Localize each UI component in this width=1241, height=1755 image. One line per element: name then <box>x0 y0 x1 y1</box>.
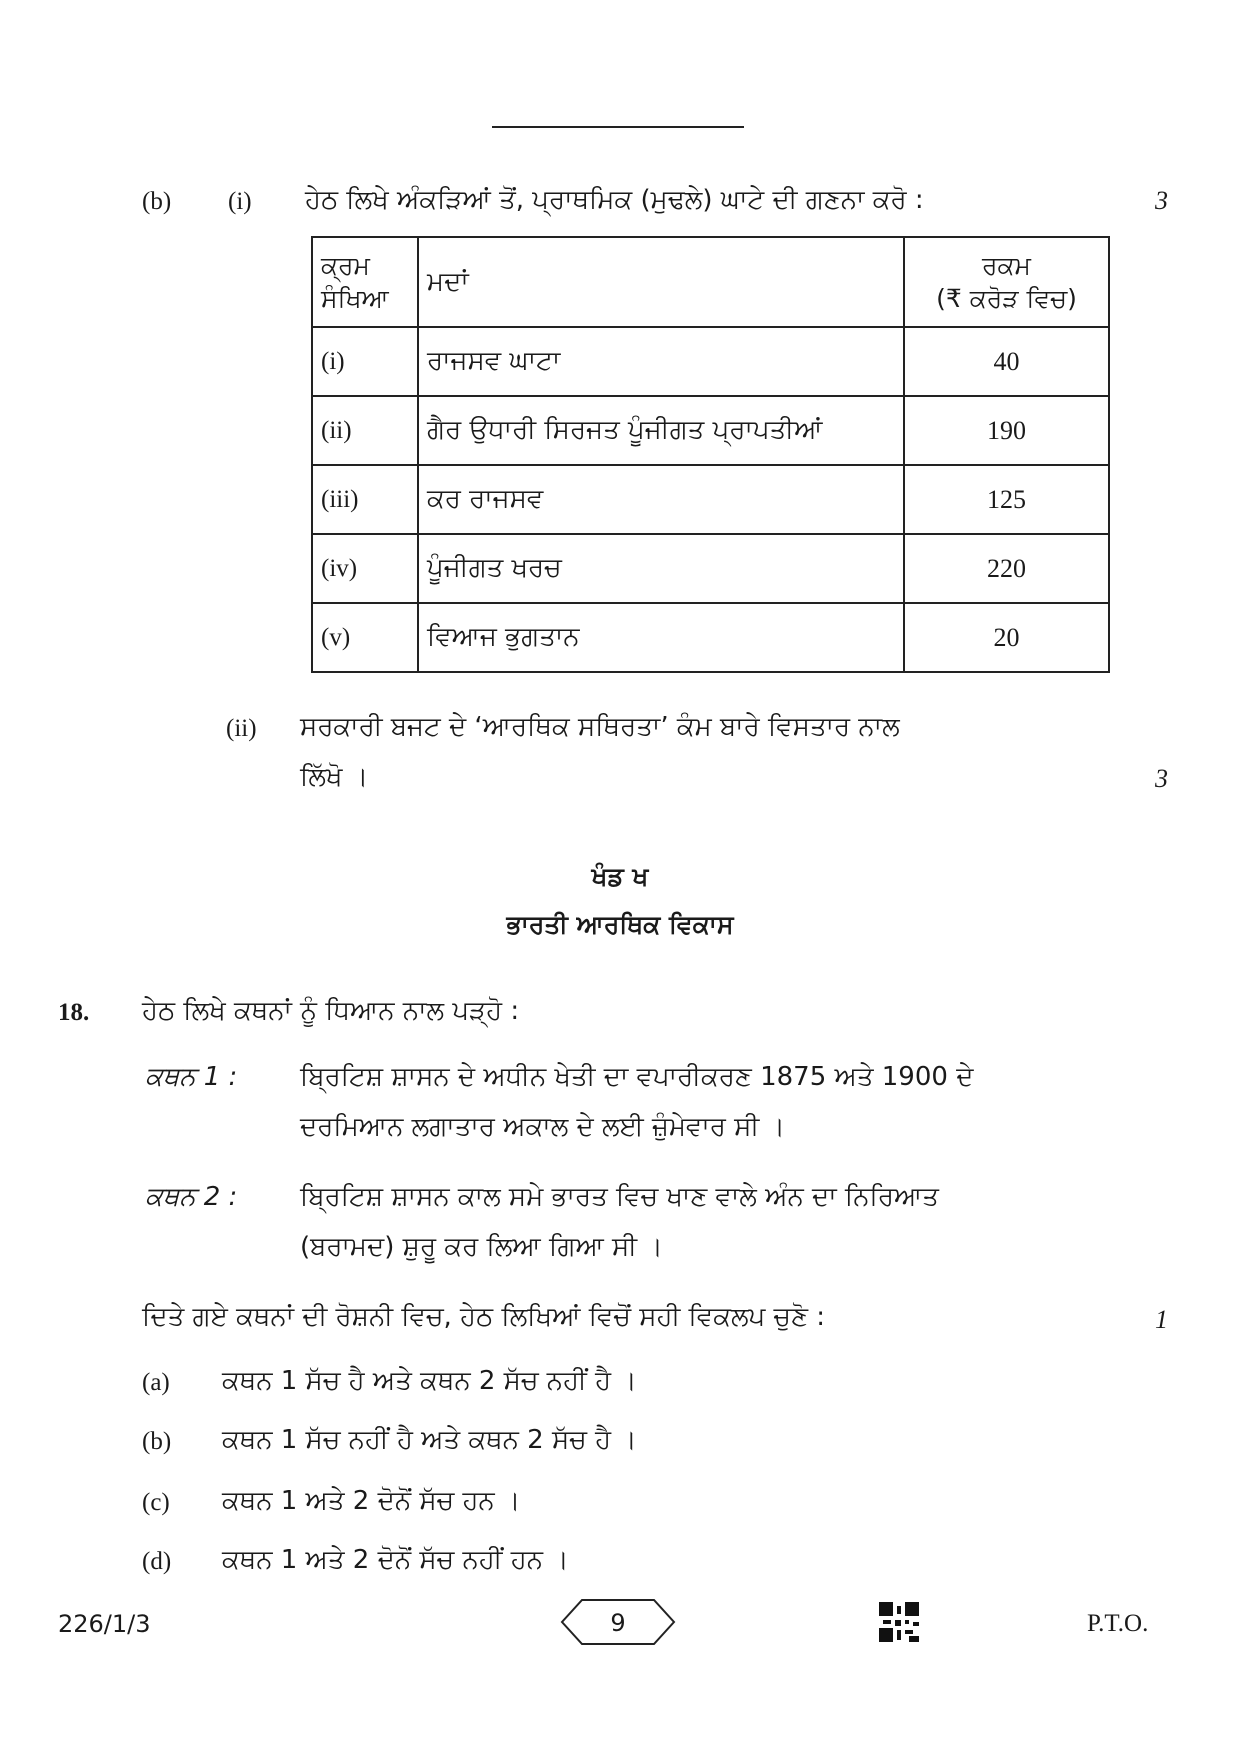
statement1-label: ਕਥਨ 1 : <box>145 1062 238 1092</box>
top-divider <box>492 126 744 128</box>
header-items-text: ਮਦਾਂ <box>427 266 469 297</box>
row-sno: (i) <box>312 327 418 396</box>
header-sno <box>312 237 418 327</box>
data-table <box>311 236 1110 673</box>
row-amount: 220 <box>904 534 1109 603</box>
table-row <box>312 465 1109 534</box>
row-sno: (ii) <box>312 396 418 465</box>
header-amount <box>904 237 1109 327</box>
section-title: ਖੰਡ ਖ <box>591 862 649 891</box>
header-amount-line1: ਰਕਮ <box>981 251 1031 280</box>
part-b-label: (b) <box>142 188 172 215</box>
row-item: ਗੈਰ ਉਧਾਰੀ ਸਿਰਜਤ ਪੂੰਜੀਗਤ ਪ੍ਰਾਪਤੀਆਂ <box>418 396 904 465</box>
option-label: (d) <box>142 1548 172 1575</box>
statement2-line2: (ਬਰਾਮਦ) ਸ਼ੁਰੂ ਕਰ ਲਿਆ ਗਿਆ ਸੀ । <box>300 1232 663 1262</box>
row-sno: (iv) <box>312 534 418 603</box>
option-text: ਕਥਨ 1 ਸੱਚ ਹੈ ਅਤੇ ਕਥਨ 2 ਸੱਚ ਨਹੀਂ ਹੈ । <box>222 1366 637 1396</box>
row-item: ਕਰ ਰਾਜਸਵ <box>418 465 904 534</box>
statement1-line1: ਬ੍ਰਿਟਿਸ਼ ਸ਼ਾਸਨ ਦੇ ਅਧੀਨ ਖੇਤੀ ਦਾ ਵਪਾਰੀਕਰਣ 1875 ਅਤੇ 1900 ਦੇ <box>300 1062 974 1092</box>
row-amount: 40 <box>904 327 1109 396</box>
paper-code: 226/1/3 <box>58 1610 151 1638</box>
question-intro: ਹੇਠ ਲਿਖੇ ਕਥਨਾਂ ਨੂੰ ਧਿਆਨ ਨਾਲ ਪੜ੍ਹੋ : <box>142 996 520 1026</box>
subpart-i-label: (i) <box>228 188 252 215</box>
question-number: 18. <box>58 999 90 1026</box>
statement2-line1: ਬ੍ਰਿਟਿਸ਼ ਸ਼ਾਸਨ ਕਾਲ ਸਮੇ ਭਾਰਤ ਵਿਚ ਖਾਣ ਵਾਲੇ ਅੰਨ ਦਾ ਨਿਰਿਆਤ <box>300 1182 939 1212</box>
subpart-ii-line2: ਲਿੱਖੋ । <box>300 762 369 792</box>
subpart-ii-label: (ii) <box>226 715 257 742</box>
table-row <box>312 534 1109 603</box>
option-text: ਕਥਨ 1 ਅਤੇ 2 ਦੋਨੋਂ ਸੱਚ ਨਹੀਂ ਹਨ । <box>222 1545 569 1575</box>
table-row <box>312 396 1109 465</box>
row-item: ਵਿਆਜ ਭੁਗਤਾਨ <box>418 603 904 672</box>
subpart-i-instruction: ਹੇਠ ਲਿਖੇ ਅੰਕੜਿਆਂ ਤੋਂ, ਪ੍ਰਾਥਮਿਕ (ਮੁਢਲੇ) ਘਾਟੇ ਦੀ ਗਣਨਾ ਕਰੋ : <box>305 185 924 215</box>
row-sno: (iii) <box>312 465 418 534</box>
statement2-label: ਕਥਨ 2 : <box>145 1182 238 1212</box>
header-amount-line2: (₹ ਕਰੋੜ ਵਿਚ) <box>936 284 1077 313</box>
subpart-ii-line1: ਸਰਕਾਰੀ ਬਜਟ ਦੇ ‘ਆਰਥਿਕ ਸਥਿਰਤਾ’ ਕੰਮ ਬਾਰੇ ਵਿਸਤਾਰ ਨਾਲ <box>300 712 900 742</box>
section-subtitle: ਭਾਰਤੀ ਆਰਥਿਕ ਵਿਕਾਸ <box>506 910 734 939</box>
header-sno-line1: ਕ੍ਰਮ <box>321 251 371 280</box>
qr-code-icon <box>879 1602 919 1642</box>
header-items <box>418 237 904 327</box>
marks-i: 3 <box>1155 186 1168 215</box>
option-text: ਕਥਨ 1 ਅਤੇ 2 ਦੋਨੋਂ ਸੱਚ ਹਨ । <box>222 1486 521 1516</box>
table-row <box>312 327 1109 396</box>
table-header-row <box>312 237 1109 327</box>
table-row <box>312 603 1109 672</box>
marks-ii: 3 <box>1155 764 1168 793</box>
header-sno-line2: ਸੰਖਿਆ <box>321 284 389 313</box>
row-item: ਰਾਜਸਵ ਘਾਟਾ <box>418 327 904 396</box>
option-text: ਕਥਨ 1 ਸੱਚ ਨਹੀਂ ਹੈ ਅਤੇ ਕਥਨ 2 ਸੱਚ ਹੈ । <box>222 1425 637 1455</box>
option-label: (b) <box>142 1428 172 1455</box>
option-label: (c) <box>142 1489 170 1516</box>
row-amount: 190 <box>904 396 1109 465</box>
page-number: 9 <box>610 1609 626 1637</box>
statement1-line2: ਦਰਮਿਆਨ ਲਗਾਤਾਰ ਅਕਾਲ ਦੇ ਲਈ ਜ਼ੁੰਮੇਵਾਰ ਸੀ । <box>300 1112 786 1142</box>
row-amount: 125 <box>904 465 1109 534</box>
choose-instruction: ਦਿਤੇ ਗਏ ਕਥਨਾਂ ਦੀ ਰੋਸ਼ਨੀ ਵਿਚ, ਹੇਠ ਲਿਖਿਆਂ ਵਿਚੋਂ ਸਹੀ ਵਿਕਲਪ ਚੁਣੋ : <box>142 1302 826 1332</box>
marks-q18: 1 <box>1155 1305 1168 1334</box>
row-item: ਪੂੰਜੀਗਤ ਖਰਚ <box>418 534 904 603</box>
row-amount: 20 <box>904 603 1109 672</box>
option-label: (a) <box>142 1369 170 1396</box>
row-sno: (v) <box>312 603 418 672</box>
pto-label: P.T.O. <box>1087 1610 1149 1637</box>
